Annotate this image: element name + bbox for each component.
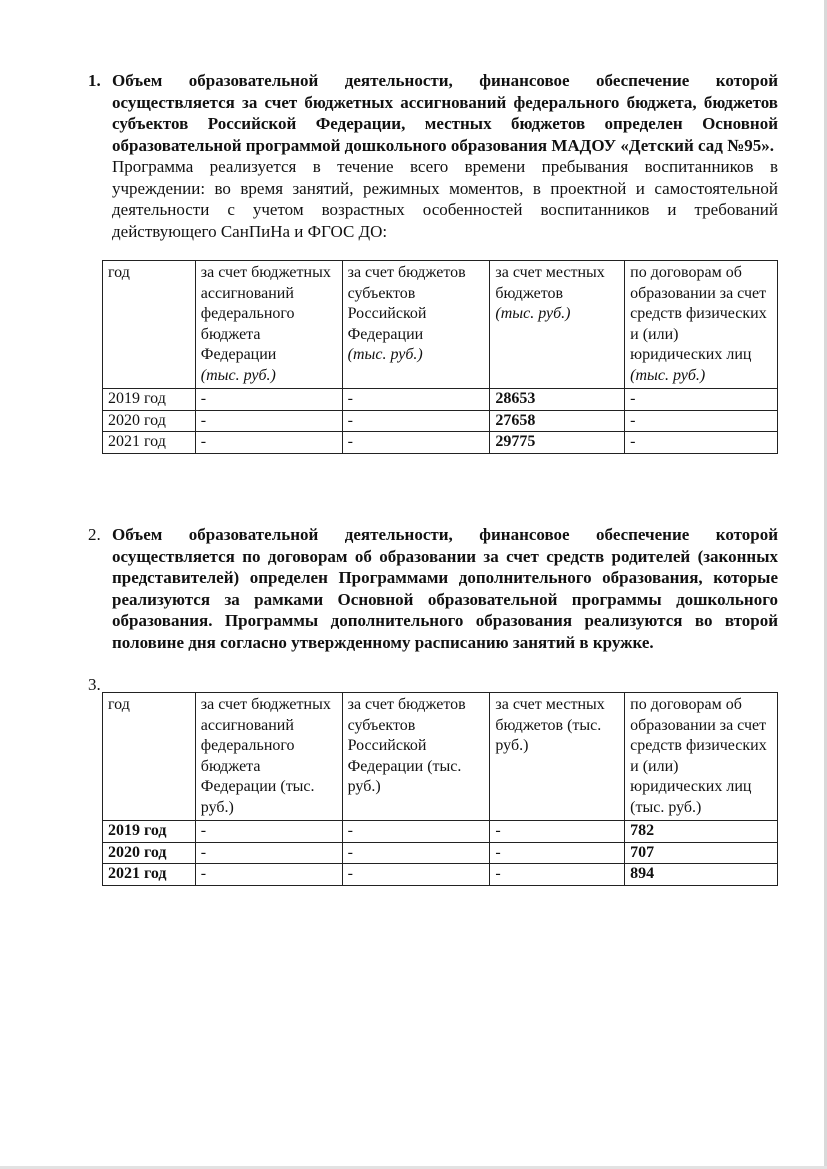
table-cell: - — [195, 389, 342, 411]
table-1-header-row — [103, 261, 778, 389]
table-cell: - — [625, 389, 778, 411]
table-row — [103, 432, 778, 454]
section-2-number: 2. — [88, 525, 101, 544]
table-1-header-local: за счет местных бюджетов (тыс. руб.) — [490, 261, 625, 389]
table-cell: - — [490, 864, 625, 886]
section-1-paragraph: Программа реализуется в течение всего времени пребывания воспитанников в учреждении: во время занятий, режимных моментов, в проектной и самостоятельной деятельности с учетом возрастных особенностей воспитанников и требований действующего СанПиНа и ФГОС ДО: — [112, 157, 778, 241]
table-1-header-contracts: по договорам об образовании за счет средств физических и (или) юридических лиц (тыс. руб.) — [625, 261, 778, 389]
table-row — [103, 842, 778, 864]
table-row — [103, 410, 778, 432]
table-cell: - — [342, 864, 490, 886]
table-cell: 894 — [625, 864, 778, 886]
table-cell: 2020 год — [103, 410, 196, 432]
section-1-heading: Объем образовательной деятельности, финансовое обеспечение которой осуществляется за счет бюджетных ассигнований федерального бюджета, бюджетов субъектов Российской Федерации, местных бюджетов определен Основной образовательной программой дошкольного образования МАДОУ «Детский сад №95». — [112, 71, 778, 155]
table-cell: 782 — [625, 821, 778, 843]
table-1 — [102, 260, 778, 454]
table-cell: 2020 год — [103, 842, 196, 864]
table-cell: 27658 — [490, 410, 625, 432]
table-cell: - — [195, 842, 342, 864]
table-cell: - — [342, 432, 490, 454]
table-cell: 707 — [625, 842, 778, 864]
table-1-header-regional: за счет бюджетов субъектов Российской Федерации (тыс. руб.) — [342, 261, 490, 389]
section-2-heading: Объем образовательной деятельности, финансовое обеспечение которой осуществляется по договорам об образовании за счет средств родителей (законных представителей) определен Программами дополнительного образования, которые реализуются за рамками Основной образовательной программы дошкольного образования. Программы дополнительного образования реализуются во второй половине дня согласно утвержденному расписанию занятий в кружке. — [112, 525, 778, 652]
table-2-header-regional: за счет бюджетов субъектов Российской Федерации (тыс. руб.) — [342, 693, 490, 821]
section-3-number: 3. — [88, 675, 101, 694]
section-1-number: 1. — [88, 71, 101, 90]
table-cell: - — [342, 842, 490, 864]
table-row — [103, 389, 778, 411]
table-2 — [102, 692, 778, 886]
table-row — [103, 821, 778, 843]
table-cell: - — [195, 410, 342, 432]
table-2-header-local: за счет местных бюджетов (тыс. руб.) — [490, 693, 625, 821]
table-cell: - — [342, 410, 490, 432]
table-cell: 2021 год — [103, 864, 196, 886]
table-1-header-year: год — [103, 261, 196, 389]
section-2 — [88, 524, 778, 653]
table-cell: - — [490, 842, 625, 864]
table-2-header-federal: за счет бюджетных ассигнований федерального бюджета Федерации (тыс. руб.) — [195, 693, 342, 821]
table-cell: 2019 год — [103, 389, 196, 411]
table-2-header-year: год — [103, 693, 196, 821]
table-row — [103, 864, 778, 886]
table-cell: - — [625, 432, 778, 454]
table-cell: 2019 год — [103, 821, 196, 843]
table-cell: - — [195, 864, 342, 886]
table-cell: - — [342, 821, 490, 843]
table-cell: - — [342, 389, 490, 411]
table-cell: 28653 — [490, 389, 625, 411]
section-1 — [88, 70, 778, 242]
table-2-header-row — [103, 693, 778, 821]
table-cell: - — [195, 821, 342, 843]
table-cell: - — [625, 410, 778, 432]
table-1-header-federal: за счет бюджетных ассигнований федерального бюджета Федерации (тыс. руб.) — [195, 261, 342, 389]
table-cell: - — [490, 821, 625, 843]
table-2-header-contracts: по договорам об образовании за счет средств физических и (или) юридических лиц (тыс. руб.) — [625, 693, 778, 821]
table-cell: 29775 — [490, 432, 625, 454]
table-cell: - — [195, 432, 342, 454]
table-cell: 2021 год — [103, 432, 196, 454]
